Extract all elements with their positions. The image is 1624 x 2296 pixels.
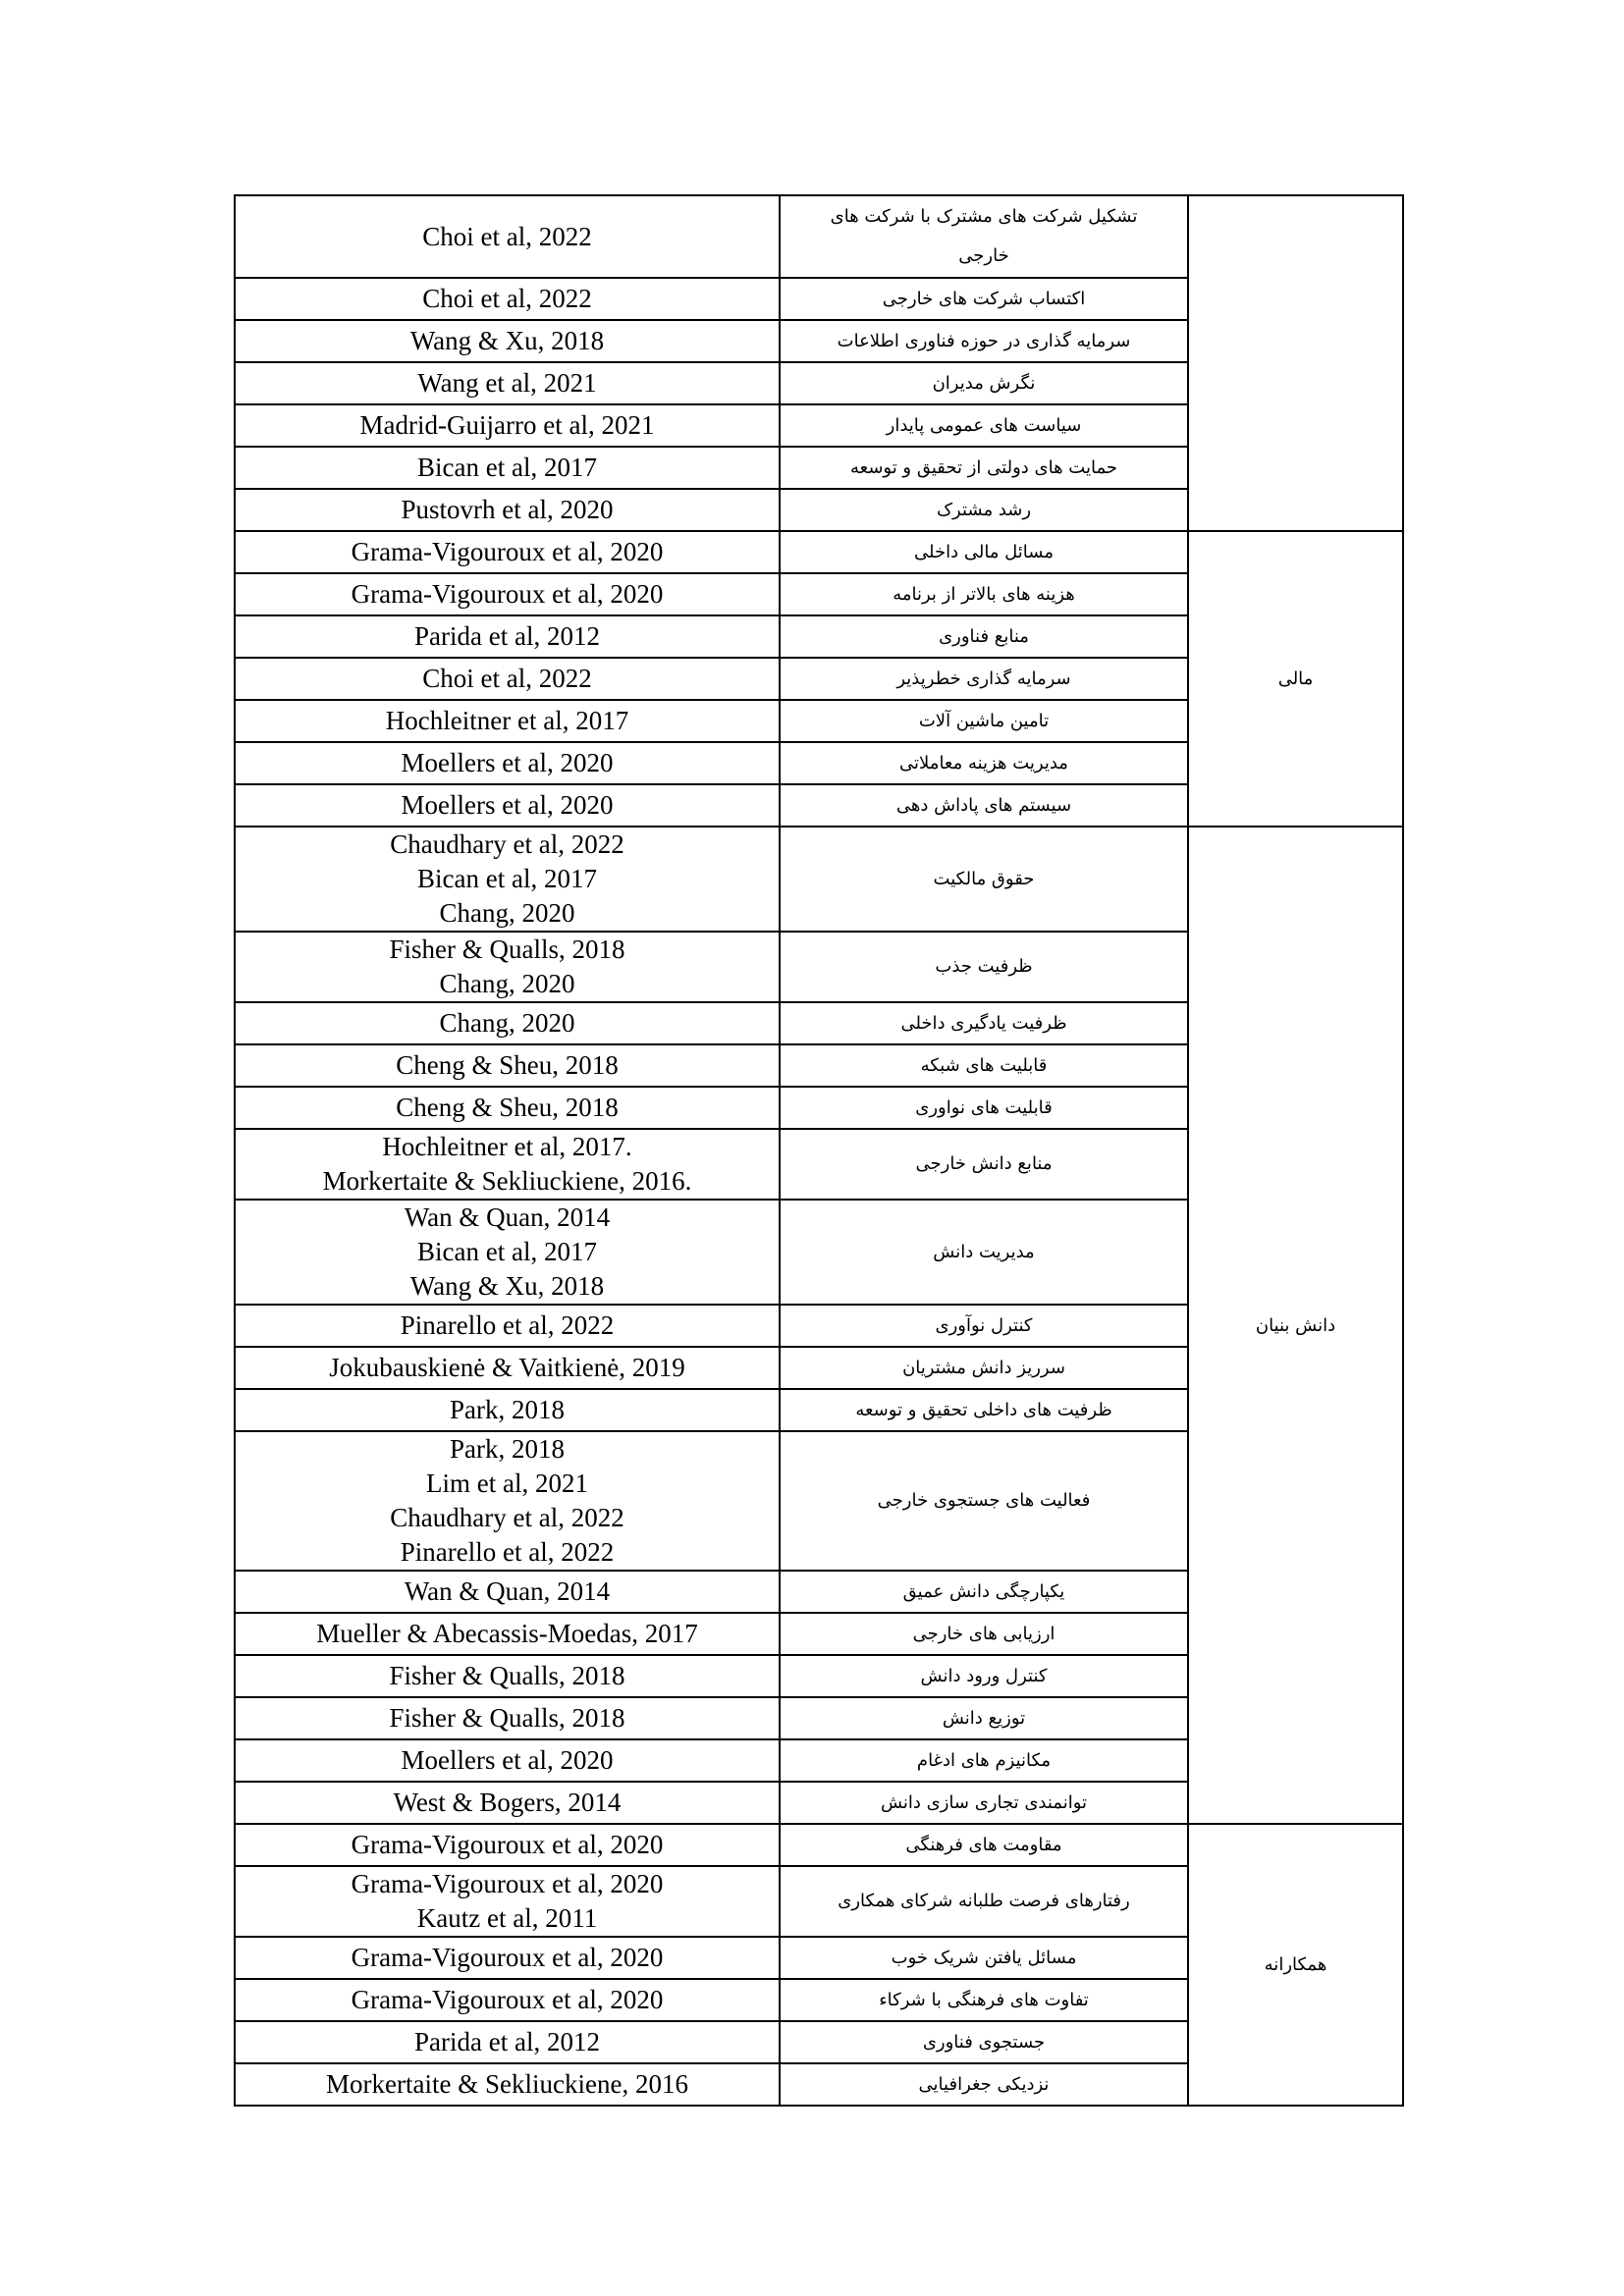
reference-cell [235,700,780,742]
reference-cell [235,1824,780,1866]
reference-cell [235,362,780,404]
reference-text: Jokubauskienė & Vaitkienė, 2019 [329,1353,685,1382]
reference-text: Grama-Vigouroux et al, 2020 [351,1985,664,2014]
category-cell: همکارانه [1188,1824,1403,2106]
factor-cell: رفتارهای فرصت طلبانه شرکای همکاری [780,1866,1188,1937]
factor-cell: کنترل نوآوری [780,1305,1188,1347]
reference-text: Morkertaite & Sekliuckiene, 2016 [326,2069,688,2099]
reference-cell [235,658,780,700]
reference-cell [235,1389,780,1431]
reference-text: Chaudhary et al, 2022 [390,1503,624,1532]
reference-cell [235,573,780,615]
reference-text: Chang, 2020 [439,1008,575,1038]
reference-text: Cheng & Sheu, 2018 [396,1093,619,1122]
reference-cell [235,278,780,320]
reference-text: Grama-Vigouroux et al, 2020 [351,1869,664,1898]
factor-cell: مقاومت های فرهنگی [780,1824,1188,1866]
table-row [235,195,1403,278]
reference-cell [235,1431,780,1571]
reference-cell [235,489,780,531]
reference-cell [235,320,780,362]
reference-cell [235,1655,780,1697]
reference-cell [235,784,780,827]
reference-text: Mueller & Abecassis-Moedas, 2017 [316,1619,698,1648]
reference-text: Chang, 2020 [439,969,575,998]
category-cell: دانش بنیان [1188,827,1403,1824]
reference-text: Moellers et al, 2020 [401,748,614,777]
reference-cell [235,404,780,447]
reference-cell [235,742,780,784]
factor-cell: نزدیکی جغرافیایی [780,2063,1188,2106]
reference-text: Park, 2018 [450,1395,565,1424]
table-row [235,827,1403,932]
factor-cell: مسائل مالی داخلی [780,531,1188,573]
reference-text: Wang & Xu, 2018 [409,1271,605,1301]
reference-cell [235,1937,780,1979]
factor-cell: یکپارچگی دانش عمیق [780,1571,1188,1613]
reference-cell [235,2063,780,2106]
factor-cell: رشد مشترک [780,489,1188,531]
reference-cell [235,1739,780,1782]
factor-cell: حمایت های دولتی از تحقیق و توسعه [780,447,1188,489]
reference-text: Parida et al, 2012 [414,621,600,651]
reference-text: Grama-Vigouroux et al, 2020 [351,1943,664,1972]
factor-cell: مکانیزم های ادغام [780,1739,1188,1782]
factor-cell: قابلیت های نواوری [780,1087,1188,1129]
factor-cell: توزیع دانش [780,1697,1188,1739]
reference-cell [235,1697,780,1739]
factor-cell: قابلیت های شبکه [780,1044,1188,1087]
reference-text: Moellers et al, 2020 [401,790,614,820]
reference-cell [235,1866,780,1937]
factor-cell: کنترل ورود دانش [780,1655,1188,1697]
factor-cell: تشکیل شرکت های مشترک با شرکت های خارجی [780,195,1188,278]
category-cell: مالی [1188,531,1403,827]
reference-text: Fisher & Qualls, 2018 [389,1703,625,1733]
factor-cell: سرمایه گذاری در حوزه فناوری اطلاعات [780,320,1188,362]
reference-text: Choi et al, 2022 [422,284,592,313]
factor-cell: سیستم های پاداش دهی [780,784,1188,827]
reference-text: Kautz et al, 2011 [416,1903,598,1933]
reference-cell [235,195,780,278]
factor-cell: ارزیابی های خارجی [780,1613,1188,1655]
reference-text: Hochleitner et al, 2017. [382,1132,632,1161]
factor-cell: مسائل یافتن شریک خوب [780,1937,1188,1979]
factor-cell: اکتساب شرکت های خارجی [780,278,1188,320]
table-row [235,1824,1403,1866]
reference-text: Wan & Quan, 2014 [404,1202,611,1232]
factor-cell: تامین ماشین آلات [780,700,1188,742]
factor-cell: ظرفیت جذب [780,932,1188,1002]
reference-text: Grama-Vigouroux et al, 2020 [351,579,664,609]
reference-text: Bican et al, 2017 [417,864,597,893]
reference-cell [235,447,780,489]
reference-text: Madrid-Guijarro et al, 2021 [359,410,655,440]
reference-cell [235,1613,780,1655]
reference-text: Grama-Vigouroux et al, 2020 [351,1830,664,1859]
factor-cell: توانمندی تجاری سازی دانش [780,1782,1188,1824]
factor-cell: مدیریت هزینه معاملاتی [780,742,1188,784]
reference-cell [235,615,780,658]
reference-cell [235,531,780,573]
reference-text: Chang, 2020 [439,898,575,928]
reference-text: Wan & Quan, 2014 [404,1576,611,1606]
factor-cell: تفاوت های فرهنگی با شرکاء [780,1979,1188,2021]
factor-cell: مدیریت دانش [780,1200,1188,1305]
reference-cell [235,1347,780,1389]
factor-cell: سرمایه گذاری خطرپذیر [780,658,1188,700]
reference-cell [235,827,780,932]
factor-cell: منابع فناوری [780,615,1188,658]
reference-text: Park, 2018 [450,1434,565,1464]
reference-cell [235,1129,780,1200]
reference-text: Choi et al, 2022 [422,664,592,693]
factor-cell: فعالیت های جستجوی خارجی [780,1431,1188,1571]
factor-cell: ظرفیت های داخلی تحقیق و توسعه [780,1389,1188,1431]
reference-cell [235,1979,780,2021]
reference-cell [235,2021,780,2063]
reference-text: West & Bogers, 2014 [393,1788,622,1817]
reference-text: Lim et al, 2021 [426,1468,588,1498]
reference-cell [235,1571,780,1613]
reference-text: Parida et al, 2012 [414,2027,600,2056]
reference-text: Fisher & Qualls, 2018 [389,934,625,964]
reference-text: Moellers et al, 2020 [401,1745,614,1775]
category-cell [1188,195,1403,531]
reference-cell [235,932,780,1002]
factor-cell: هزینه های بالاتر از برنامه [780,573,1188,615]
reference-cell [235,1044,780,1087]
reference-text: Hochleitner et al, 2017 [385,706,629,735]
reference-text: Fisher & Qualls, 2018 [389,1661,625,1690]
factor-cell: منابع دانش خارجی [780,1129,1188,1200]
reference-text: Pinarello et al, 2022 [400,1310,615,1340]
reference-cell [235,1087,780,1129]
reference-text: Cheng & Sheu, 2018 [396,1050,619,1080]
factor-cell: سیاست های عمومی پایدار [780,404,1188,447]
references-table [234,194,1404,2107]
reference-text: Bican et al, 2017 [417,453,597,482]
reference-text: Wang et al, 2021 [417,368,597,398]
reference-text: Pustovrh et al, 2020 [401,495,614,524]
reference-cell [235,1305,780,1347]
reference-text: Pinarello et al, 2022 [400,1537,615,1567]
factor-cell: ظرفیت یادگیری داخلی [780,1002,1188,1044]
factor-cell: نگرش مدیران [780,362,1188,404]
reference-text: Morkertaite & Sekliuckiene, 2016. [322,1166,692,1196]
reference-cell [235,1782,780,1824]
reference-text: Bican et al, 2017 [417,1237,597,1266]
table-row [235,531,1403,573]
factor-cell: سرریز دانش مشتریان [780,1347,1188,1389]
reference-text: Choi et al, 2022 [422,221,592,251]
reference-cell [235,1200,780,1305]
factor-cell: حقوق مالکیت [780,827,1188,932]
reference-text: Wang & Xu, 2018 [409,326,605,355]
reference-text: Grama-Vigouroux et al, 2020 [351,537,664,566]
reference-text: Chaudhary et al, 2022 [390,829,624,859]
table-body [235,195,1403,2106]
reference-cell [235,1002,780,1044]
factor-cell: جستجوی فناوری [780,2021,1188,2063]
